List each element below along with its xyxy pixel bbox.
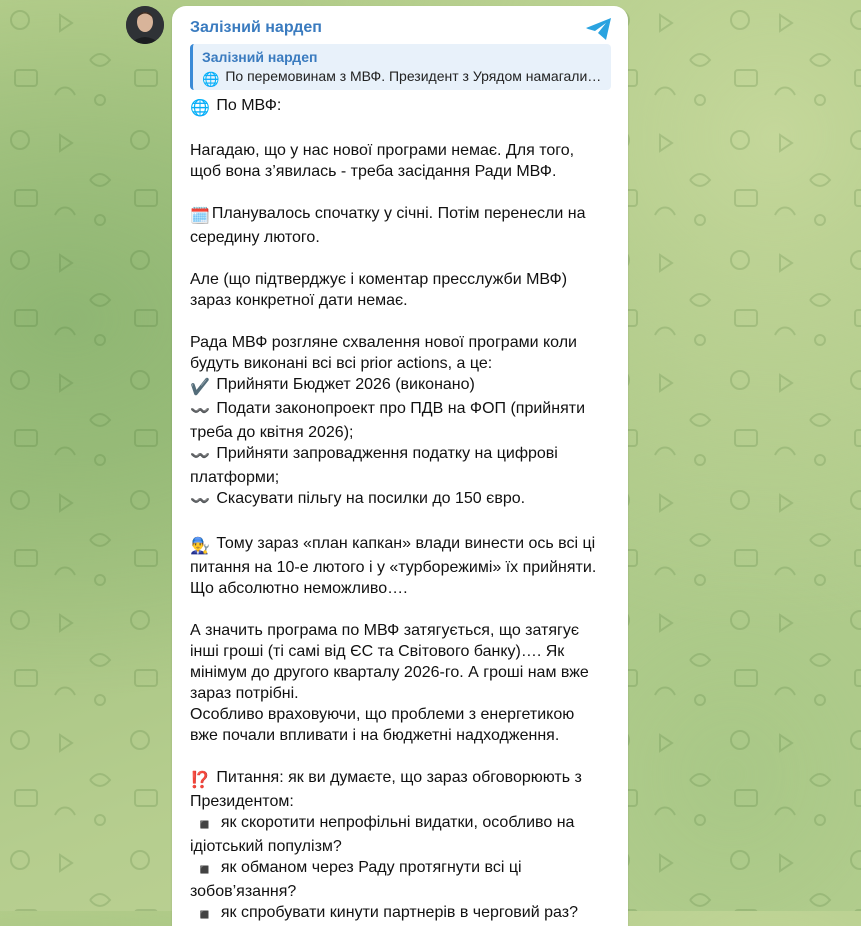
globe-icon: 🌐 <box>190 100 210 117</box>
square-bullet-icon: ◾ <box>194 862 215 879</box>
wavy-dash-icon: 〰️ <box>190 493 210 510</box>
message-bubble <box>172 6 628 926</box>
list-item: ◾ як спробувати кинути партнерів в черговий раз? <box>194 904 578 924</box>
reply-title: Залізний нардеп <box>202 49 318 65</box>
globe-icon: 🌐 <box>202 71 220 87</box>
list-item: 〰️ Скасувати пільгу на посилки до 150 євро. <box>190 490 526 510</box>
message-text <box>190 95 620 926</box>
square-bullet-icon: ◾ <box>194 907 215 924</box>
message-heading <box>190 95 620 119</box>
paragraph: 🗓️ Планувалось спочатку у січні. Потім перенесли на середину лютого. <box>190 205 586 246</box>
check-icon: ✔️ <box>190 379 210 396</box>
list-item: ◾ як обманом через Раду протягнути всі ці зобов’язання? <box>190 859 522 900</box>
heading-text: По МВФ: <box>216 97 282 114</box>
reply-preview[interactable] <box>190 44 611 90</box>
mechanic-icon: 👨‍🔧 <box>190 538 210 555</box>
square-bullet-icon: ◾ <box>194 817 215 834</box>
reply-text <box>202 66 603 89</box>
list-item: 〰️ Прийняти запровадження податку на цифрові платформи; <box>190 445 558 486</box>
list-item: 〰️ Подати законопроект про ПДВ на ФОП (прийняти треба до квітня 2026); <box>190 400 585 441</box>
wavy-dash-icon: 〰️ <box>190 448 210 465</box>
list-item: ◾ як скоротити непрофільні видатки, особливо на ідіотський популізм? <box>190 814 575 855</box>
wavy-dash-icon: 〰️ <box>190 403 210 420</box>
calendar-icon: 🗓️ <box>190 208 210 225</box>
paragraph: ⁉️ Питання: як ви думаєте, що зараз обговорюють з Президентом: <box>190 769 582 810</box>
sender-name[interactable]: Залізний нардеп <box>190 19 322 36</box>
paragraph: А значить програма по МВФ затягується, що затягує інші гроші (ті самі від ЄС та Світового банку)…. Як мінімум до другого кварталу 2026-го. А гроші нам вже зараз потрібні. Особливо враховуючи, що проблеми з енергетикою вже почали впливати і на бюджетні надходження. <box>190 622 589 744</box>
paragraph: Але (що підтверджує і коментар пресслужби МВФ) зараз конкретної дати немає. <box>190 271 568 309</box>
paragraph: Рада МВФ розгляне схвалення нової програми коли будуть виконані всі всі prior actions, а це: <box>190 334 577 372</box>
list-item: ✔️ Прийняти Бюджет 2026 (виконано) <box>190 376 475 396</box>
reply-snippet: По перемовинам з МВФ. Президент з Урядом намагали… <box>225 68 602 84</box>
paragraph: Нагадаю, що у нас нової програми немає. Для того, щоб вона з’явилась - треба засідання Ради МВФ. <box>190 142 575 180</box>
paragraph: 👨‍🔧 Тому зараз «план капкан» влади винести ось всі ці питання на 10-е лютого і у «турборежимі» їх прийняти. Що абсолютно неможливо…. <box>190 535 597 597</box>
exclamation-question-icon: ⁉️ <box>190 772 210 789</box>
telegram-share-icon[interactable] <box>584 16 614 42</box>
avatar[interactable] <box>126 6 164 44</box>
avatar-photo <box>126 6 164 44</box>
